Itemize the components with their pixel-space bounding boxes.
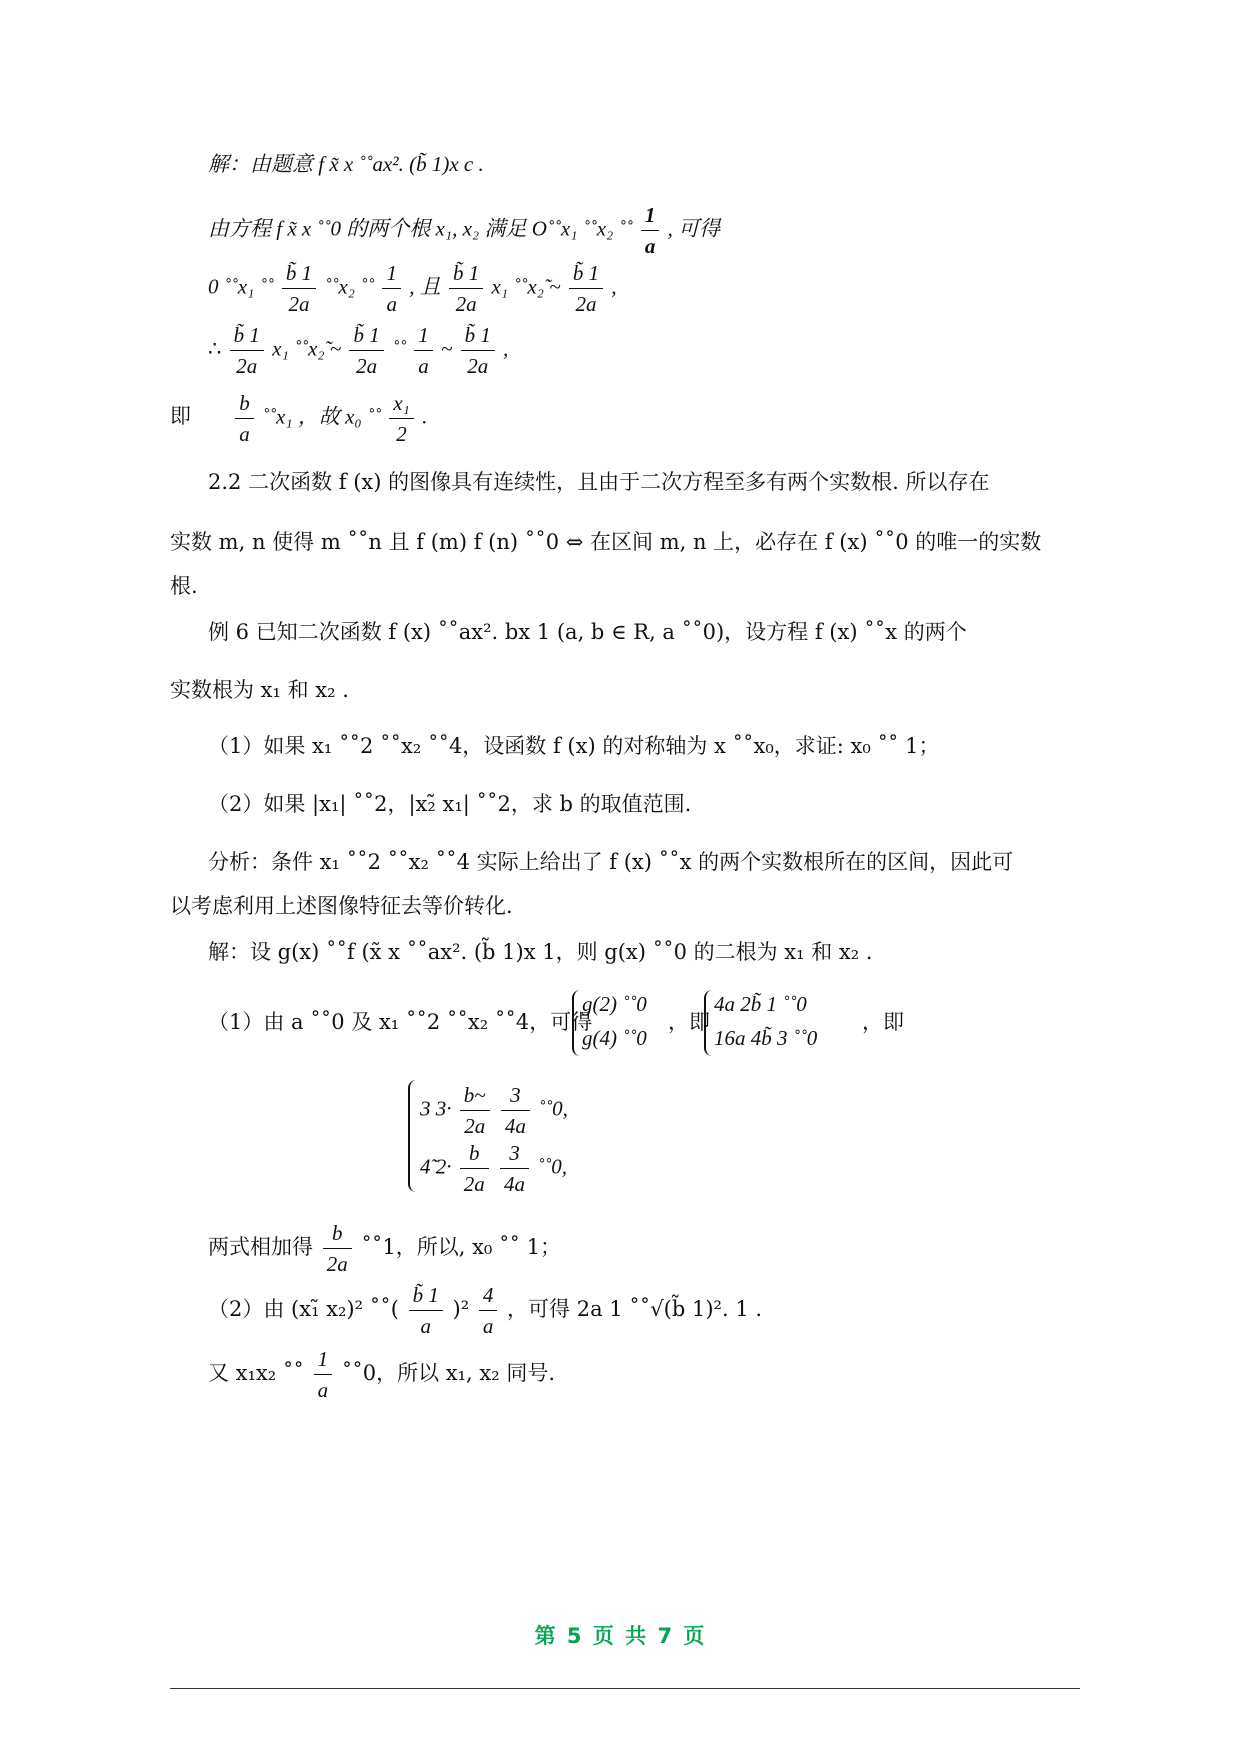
text-run: 16a 4b̃ 3 ˚˚0 [714,1026,818,1050]
fraction [323,1218,352,1279]
paragraph-line [170,572,198,600]
system-2-row-1 [714,990,807,1018]
text-run: ，可得 2a 1 ˚˚√(b̃ 1)². 1 . [507,1297,763,1321]
fraction [409,1280,443,1341]
fraction [641,200,660,261]
text-run: , 且 [409,274,441,299]
fraction-numerator: b̃ 1 [409,1280,443,1311]
paragraph-line [170,892,513,920]
example-6-part-2 [208,790,691,818]
fraction-numerator: x₁ [389,388,414,419]
fraction-denominator: 2a [356,354,378,378]
text-run: 实数根为 x₁ 和 x₂ . [170,678,349,702]
text-run: （1）由 a ˚˚0 及 x₁ ˚˚2 ˚˚x₂ ˚˚4，可得 [208,1010,593,1034]
fraction-denominator: 2a [575,292,597,316]
fraction-numerator: 4 [479,1280,498,1311]
solution-part-1-line [208,1008,592,1036]
fraction-denominator: 2a [464,1114,486,1138]
text-run: g(4) ˚˚0 [582,1026,647,1050]
text-run: 2.2 二次函数 f (x) 的图像具有连续性，且由于二次方程至多有两个实数根. 所以存在 [208,470,990,494]
fraction-denominator: a [317,1378,329,1402]
fraction-denominator: a [420,1314,431,1338]
system-1-row-2 [582,1024,647,1052]
system-brace [572,990,582,1056]
fraction [282,258,316,319]
fraction [414,320,433,381]
fraction-numerator: b̃ 1 [569,258,603,289]
system-3-row-1 [420,1080,568,1141]
fraction [461,320,495,381]
fraction-denominator: 2a [463,1172,485,1196]
solution-line-1 [208,150,484,178]
text-run: , [611,274,617,299]
paragraph-line [170,676,349,704]
text-run: ˚˚0，所以 x₁, x₂ 同号. [341,1361,556,1385]
solution-line-18 [208,1218,561,1279]
fraction-numerator: 1 [314,1344,333,1375]
text-run: 由方程 f x̃ x ˚˚0 的两个根 x₁, x₂ 满足 O˚˚x₁ ˚˚x₂ ˚˚ [208,216,633,241]
fraction [460,1080,490,1141]
text-run-wrapper [862,1008,904,1036]
fraction-denominator: a [386,292,397,316]
text-run: （2）由 (x₁̃ x₂)² ˚˚( [208,1297,399,1321]
fraction-denominator: a [418,354,429,378]
text-run: 0 ˚˚x₁ ˚˚ [208,274,274,299]
fraction-numerator: b̃ 1 [230,320,264,351]
text-run: )² [452,1297,476,1321]
text-run: 根. [170,574,198,598]
text-run: ~ [440,336,453,361]
fraction-numerator: b̃ 1 [282,258,316,289]
fraction-numerator: b [323,1218,352,1249]
fraction-numerator: b [235,388,254,419]
fraction-denominator: 2a [326,1252,348,1276]
fraction-numerator: 1 [414,320,433,351]
text-run: 分析：条件 x₁ ˚˚2 ˚˚x₂ ˚˚4 实际上给出了 f (x) ˚˚x 的两个实数根所在的区间，因此可 [208,850,1014,874]
paragraph-line [170,528,1041,556]
text-run: 即 [170,404,191,429]
solution-paragraph [208,938,873,966]
fraction-denominator: 2a [455,292,477,316]
section-2-2-paragraph [208,468,989,496]
fraction-numerator: b [460,1138,489,1169]
fraction [449,258,483,319]
text-run: ，即 [668,1010,710,1034]
text-run: ˚˚0, [538,1096,568,1121]
fraction [235,388,254,449]
system-1-row-1 [582,990,647,1018]
example-6-statement [208,618,967,646]
system-2-row-2 [714,1024,817,1052]
text-run: g(2) ˚˚0 [582,992,647,1016]
solution-line-3 [208,258,617,319]
therefore-symbol: ∴ [208,336,222,361]
text-run: 以考虑利用上述图像特征去等价转化. [170,894,513,918]
footer-divider [170,1688,1080,1689]
system-3-row-2 [420,1138,567,1199]
text-run: x₁ ˚˚x₂̃ ~ [272,336,342,361]
fraction [389,388,414,449]
text-run: ˚˚x₁ ，故 x₀ ˚˚ [262,404,381,429]
fraction-numerator: 1 [641,200,660,231]
fraction [500,1138,529,1199]
text-run: ˚˚x₂ ˚˚ [324,274,375,299]
fraction-numerator: b̃ 1 [461,320,495,351]
solution-line-20 [208,1344,555,1405]
text-run: 4̃ 2· [420,1154,452,1179]
fraction-numerator: b~ [460,1080,490,1111]
text-run: 两式相加得 [208,1235,313,1259]
solution-line-4 [208,320,508,381]
text-run: （1）如果 x₁ ˚˚2 ˚˚x₂ ˚˚4，设函数 f (x) 的对称轴为 x ˚˚x₀，求证: x₀ ˚˚ 1； [208,734,940,758]
text-run: ˚˚0, [537,1154,567,1179]
text-run: ˚˚1，所以, x₀ ˚˚ 1； [361,1235,562,1259]
text-run: 4a 2b̃ 1 ˚˚0 [714,992,807,1016]
fraction-denominator: 2a [236,354,258,378]
text-run: , [503,336,509,361]
fraction-denominator: 4a [504,1114,526,1138]
fraction [501,1080,530,1141]
fraction-denominator: 2 [396,422,407,446]
fraction [569,258,603,319]
text-run: ˚˚ [391,336,406,361]
example-6-part-1 [208,732,940,760]
fraction-numerator: b̃ 1 [449,258,483,289]
page-number-label: 第 5 页 共 7 页 [534,1624,707,1648]
fraction [314,1344,333,1405]
fraction-denominator: a [239,422,250,446]
analysis-paragraph [208,848,1013,876]
text-run: . [422,404,428,429]
fraction-denominator: 2a [467,354,489,378]
fraction-denominator: 2a [288,292,310,316]
text-run: 解：由题意 f x̃ x ˚˚ax². (b̃ 1)x c . [208,152,484,176]
fraction [479,1280,498,1341]
fraction [382,258,401,319]
fraction-denominator: a [644,234,656,258]
fraction [230,320,264,381]
fraction-denominator: 4a [504,1172,525,1196]
text-run: x₁ ˚˚x₂̃ ~ [491,274,561,299]
fraction-numerator: 1 [382,258,401,289]
solution-part-2-line [208,1280,762,1341]
fraction-numerator: b̃ 1 [349,320,383,351]
text-run: （2）如果 |x₁| ˚˚2，|x₂̃ x₁| ˚˚2，求 b 的取值范围. [208,792,692,816]
text-run: 又 x₁x₂ ˚˚ [208,1361,304,1385]
fraction-denominator: a [482,1314,494,1338]
text-run: 实数 m, n 使得 m ˚˚n 且 f (m) f (n) ˚˚0 ⇔ 在区间 m, n 上，必存在 f (x) ˚˚0 的唯一的实数 [170,530,1042,554]
text-run: ，即 [862,1010,904,1034]
text-run: , 可得 [667,216,721,241]
fraction-numerator: 3 [500,1138,529,1169]
fraction-numerator: 3 [501,1080,530,1111]
system-brace [704,990,714,1056]
solution-line-2 [208,200,720,261]
system-brace [408,1080,418,1192]
solution-line-5 [170,388,427,449]
text-run: 解：设 g(x) ˚˚f (x̃ x ˚˚ax². (b̃ 1)x 1，则 g(x) ˚˚0 的二根为 x₁ 和 x₂ . [208,940,873,964]
text-run: 例 6 已知二次函数 f (x) ˚˚ax². bx 1 (a, b ∈ R, a ˚˚0)，设方程 f (x) ˚˚x 的两个 [208,620,967,644]
text-run: 3 3· [420,1096,452,1121]
fraction [460,1138,489,1199]
fraction [349,320,383,381]
